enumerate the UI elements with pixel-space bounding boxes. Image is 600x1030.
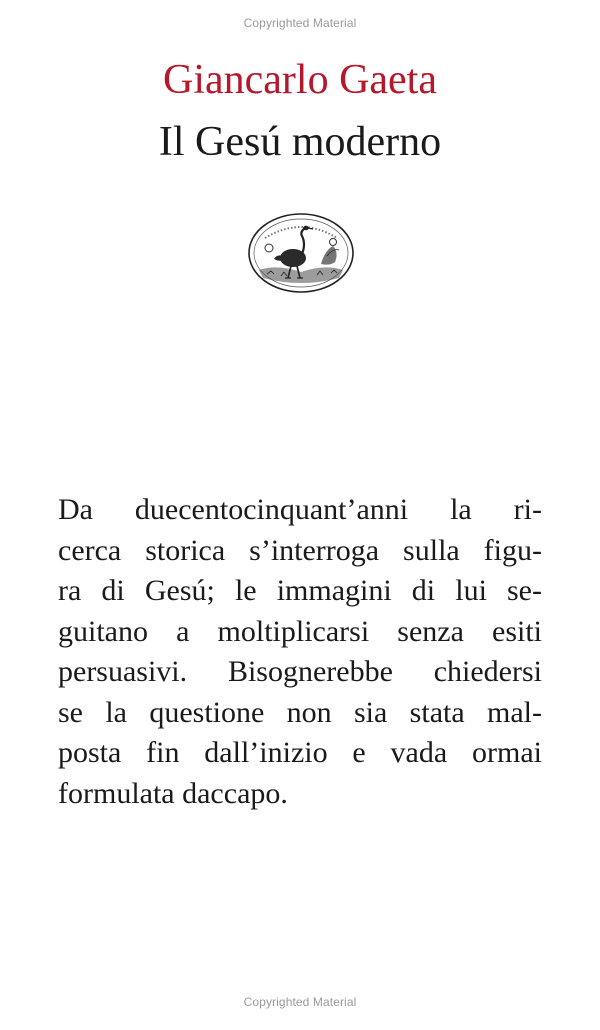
blurb-line: posta fin dall’inizio e vada ormai — [58, 736, 542, 769]
blurb-line: guitano a moltiplicarsi senza esiti — [58, 614, 542, 648]
blurb-line: cerca storica s’interroga sulla figu- — [58, 533, 542, 567]
watermark-top: Copyrighted Material — [243, 16, 357, 30]
blurb-line: formulata daccapo. — [58, 776, 288, 810]
blurb-line: Da duecentocinquant’anni la ri- — [58, 493, 542, 526]
back-cover-blurb — [58, 490, 542, 814]
blurb-line: ra di Gesú; le immagini di lui se- — [58, 574, 542, 607]
book-title: Il Gesú moderno — [158, 119, 442, 165]
author-name: Giancarlo Gaeta — [162, 57, 437, 103]
blurb-line: se la questione non sia stata mal- — [58, 695, 542, 729]
watermark-bottom: Copyrighted Material — [243, 995, 357, 1009]
blurb-line: persuasivi. Bisognerebbe chiedersi — [58, 655, 542, 688]
publisher-ostrich-emblem-icon — [247, 212, 355, 294]
